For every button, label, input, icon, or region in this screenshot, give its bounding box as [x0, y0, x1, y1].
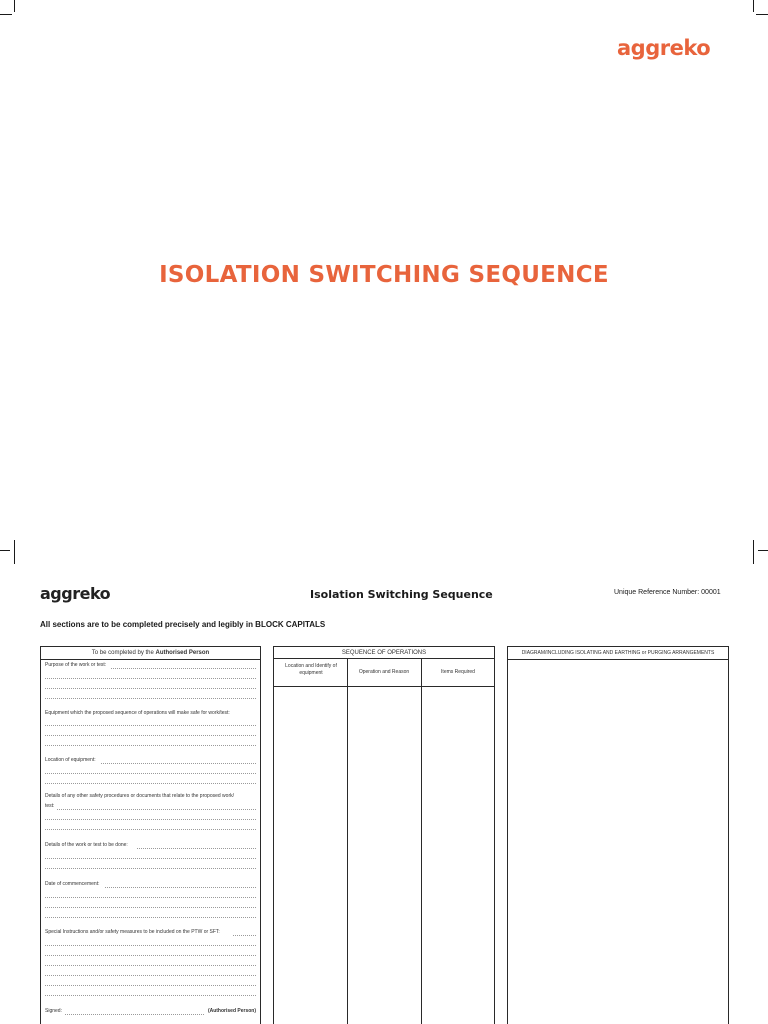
details-label: Details of the work or test to be done: — [45, 842, 128, 848]
special-line[interactable] — [45, 975, 256, 976]
authorised-person-header — [41, 647, 260, 660]
column-header-location: Location and Identify of equipment — [285, 663, 337, 676]
crop-mark-top-left-h — [0, 14, 12, 15]
authorised-person-section — [40, 646, 261, 1024]
commencement-line[interactable] — [45, 917, 256, 918]
special-label: Special Instructions and/or safety measures to be included on the PTW or SFT: — [45, 929, 220, 935]
cover-title: ISOLATION SWITCHING SEQUENCE — [159, 262, 609, 288]
form-logo: aggreko — [40, 584, 111, 603]
special-line[interactable] — [233, 935, 256, 936]
special-line[interactable] — [45, 945, 256, 946]
signed-label: Signed: — [45, 1008, 62, 1014]
procedures-line[interactable] — [45, 819, 256, 820]
location-label: Location of equipment: — [45, 757, 96, 763]
equipment-line[interactable] — [45, 735, 256, 736]
location-line[interactable] — [45, 783, 256, 784]
commencement-line[interactable] — [45, 897, 256, 898]
details-line[interactable] — [137, 848, 256, 849]
commencement-label: Date of commencement: — [45, 881, 100, 887]
diagram-section[interactable] — [507, 646, 729, 1024]
form-title: Isolation Switching Sequence — [310, 588, 493, 601]
special-line[interactable] — [45, 995, 256, 996]
signature-line[interactable] — [65, 1014, 204, 1015]
reference-number: Unique Reference Number: 00001 — [614, 589, 721, 596]
crop-mark-top-left-v — [14, 0, 15, 12]
location-line[interactable] — [45, 773, 256, 774]
special-line[interactable] — [45, 955, 256, 956]
column-divider — [347, 658, 348, 1024]
column-header-operation: Operation and Reason — [358, 669, 410, 675]
crop-mark-mid-right-h — [758, 550, 768, 551]
procedures-label: Details of any other safety procedures or documents that relate to the proposed work/ — [45, 793, 234, 799]
procedures-line[interactable] — [57, 809, 256, 810]
crop-mark-mid-right-v — [753, 540, 754, 564]
sequence-header: SEQUENCE OF OPERATIONS — [341, 650, 427, 656]
special-line[interactable] — [45, 965, 256, 966]
crop-mark-mid-left-v — [14, 540, 15, 564]
header-role: Authorised Person — [155, 650, 210, 656]
purpose-line[interactable] — [45, 678, 256, 679]
details-line[interactable] — [45, 858, 256, 859]
signed-role: (Authorised Person) — [207, 1008, 256, 1014]
instruction-text: All sections are to be completed precisely and legibly in BLOCK CAPITALS — [40, 620, 326, 629]
header-prefix: To be completed by the — [91, 650, 154, 656]
procedures-line[interactable] — [45, 829, 256, 830]
cover-logo: aggreko — [617, 36, 711, 60]
purpose-line[interactable] — [111, 668, 256, 669]
crop-mark-mid-left-h — [0, 550, 10, 551]
commencement-line[interactable] — [45, 907, 256, 908]
commencement-line[interactable] — [105, 887, 256, 888]
sequence-section — [273, 646, 495, 1024]
column-divider — [421, 658, 422, 1024]
special-line[interactable] — [45, 985, 256, 986]
equipment-label: Equipment which the proposed sequence of operations will make safe for work/test: — [45, 710, 230, 716]
equipment-line[interactable] — [45, 725, 256, 726]
procedures-label-cont: test: — [45, 803, 55, 809]
purpose-line[interactable] — [45, 698, 256, 699]
purpose-line[interactable] — [45, 688, 256, 689]
column-header-items: Items Required — [441, 669, 475, 675]
location-line[interactable] — [101, 763, 256, 764]
details-line[interactable] — [45, 868, 256, 869]
purpose-label: Purpose of the work or test: — [45, 662, 107, 668]
crop-mark-top-right-v — [753, 0, 754, 12]
equipment-line[interactable] — [45, 745, 256, 746]
crop-mark-top-right-h — [756, 14, 768, 15]
diagram-header: DIAGRAM/INCLUDING ISOLATING AND EARTHING or PURGING ARRANGEMENTS — [508, 647, 728, 660]
